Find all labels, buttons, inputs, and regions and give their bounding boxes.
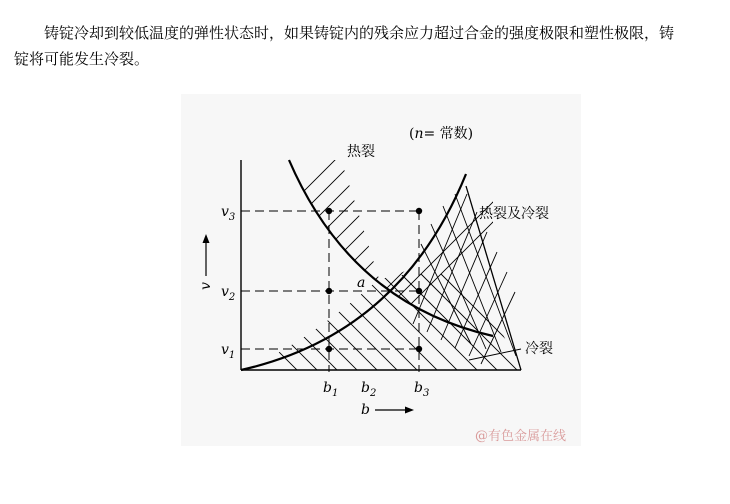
- watermark: @有色金属在线: [475, 429, 567, 444]
- x-tick-label-b1: $b_1$: [323, 380, 339, 399]
- y-tick-label-v2: $v_2$: [221, 284, 236, 303]
- crack-diagram: [181, 94, 581, 446]
- hot-crack-hatching: [281, 134, 581, 344]
- intersection-label: a: [357, 275, 366, 291]
- x-tick-label-b2: $b_2$: [361, 380, 377, 399]
- hot-and-cold-crack-label: 热裂及冷裂: [479, 206, 549, 222]
- svg-text:b: b: [361, 402, 370, 418]
- x-tick-label-b3: $b_3$: [414, 380, 430, 399]
- cold-label-leader: [469, 349, 521, 360]
- x-axis-title: [361, 402, 414, 418]
- y-tick-label-v1: $v_1$: [221, 342, 236, 361]
- intro-paragraph: [14, 20, 714, 72]
- cold-crack-boundary-curve: [241, 174, 466, 370]
- y-tick-label-v3: $v_3$: [221, 204, 236, 223]
- hot-crack-label: 热裂: [347, 144, 375, 160]
- condition-label: (n= 常数): [409, 126, 474, 142]
- paragraph-line-2: 锭将可能发生冷裂。: [14, 50, 150, 68]
- cold-crack-label: 冷裂: [525, 341, 553, 357]
- y-axis-title: [198, 234, 214, 290]
- diagram-svg: [181, 94, 581, 446]
- svg-text:v: v: [198, 282, 214, 290]
- paragraph-line-1: 铸锭冷却到较低温度的弹性状态时，如果铸锭内的残余应力超过合金的强度极限和塑性极限，铸: [44, 24, 675, 42]
